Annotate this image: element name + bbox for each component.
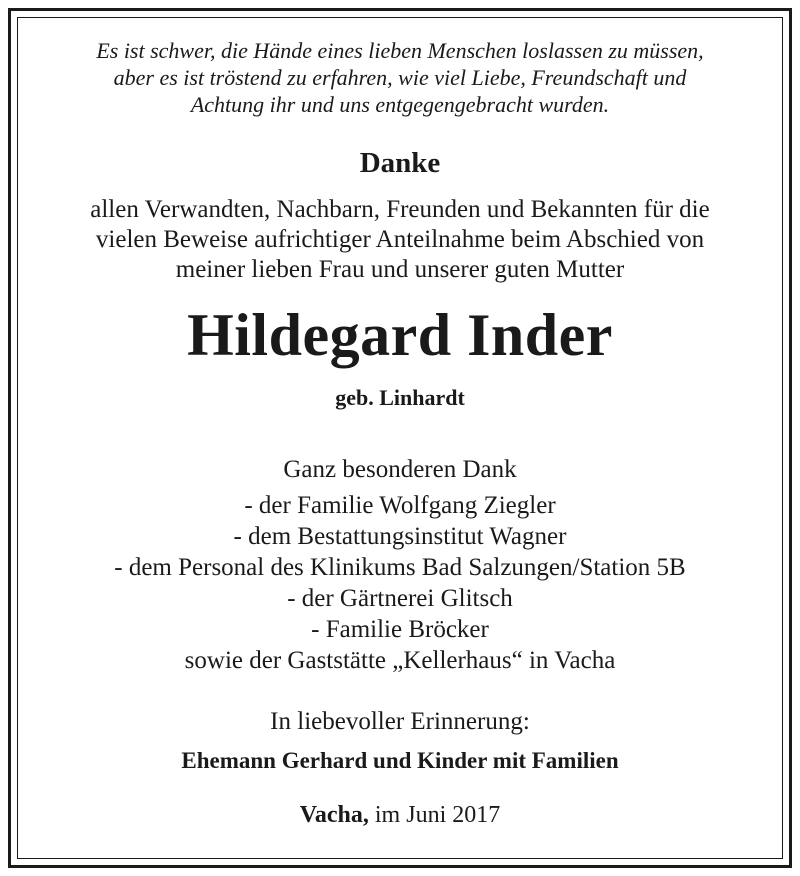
- special-thanks-item-3: - dem Personal des Klinikums Bad Salzungen/Station 5B: [114, 554, 686, 581]
- thanks-line-3: meiner lieben Frau und unserer guten Mutter: [175, 256, 625, 283]
- maiden-name: geb. Linhardt: [335, 385, 465, 410]
- signatories: Ehemann Gerhard und Kinder mit Familien: [181, 748, 619, 773]
- place: Vacha,: [299, 802, 369, 828]
- place-and-date: [11, 802, 789, 829]
- thanks-line-2: vielen Beweise aufrichtiger Anteilnahme beim Abschied von: [95, 226, 705, 253]
- special-thanks-item-4: - der Gärtnerei Glitsch: [287, 585, 513, 612]
- special-thanks-item-6: sowie der Gaststätte „Kellerhaus“ in Vacha: [184, 647, 616, 674]
- date: im Juni 2017: [374, 802, 501, 828]
- special-thanks-item-2: - dem Bestattungsinstitut Wagner: [233, 523, 567, 550]
- special-thanks-item-5: - Familie Bröcker: [311, 616, 489, 643]
- remembrance-line: In liebevoller Erinnerung:: [270, 708, 530, 735]
- quote-line-1: Es ist schwer, die Hände eines lieben Menschen loslassen zu müssen,: [96, 38, 704, 63]
- thanks-heading: Danke: [359, 147, 441, 179]
- special-thanks-item-1: - der Familie Wolfgang Ziegler: [244, 492, 556, 519]
- special-thanks-heading: Ganz besonderen Dank: [283, 456, 517, 483]
- quote-line-2: aber es ist tröstend zu erfahren, wie viel Liebe, Freundschaft und: [113, 65, 687, 90]
- thanks-line-1: allen Verwandten, Nachbarn, Freunden und Bekannten für die: [90, 196, 710, 223]
- deceased-name: Hildegard Inder: [187, 302, 613, 368]
- notice-border: [8, 8, 792, 868]
- quote-line-3: Achtung ihr und uns entgegengebracht wurden.: [190, 92, 610, 117]
